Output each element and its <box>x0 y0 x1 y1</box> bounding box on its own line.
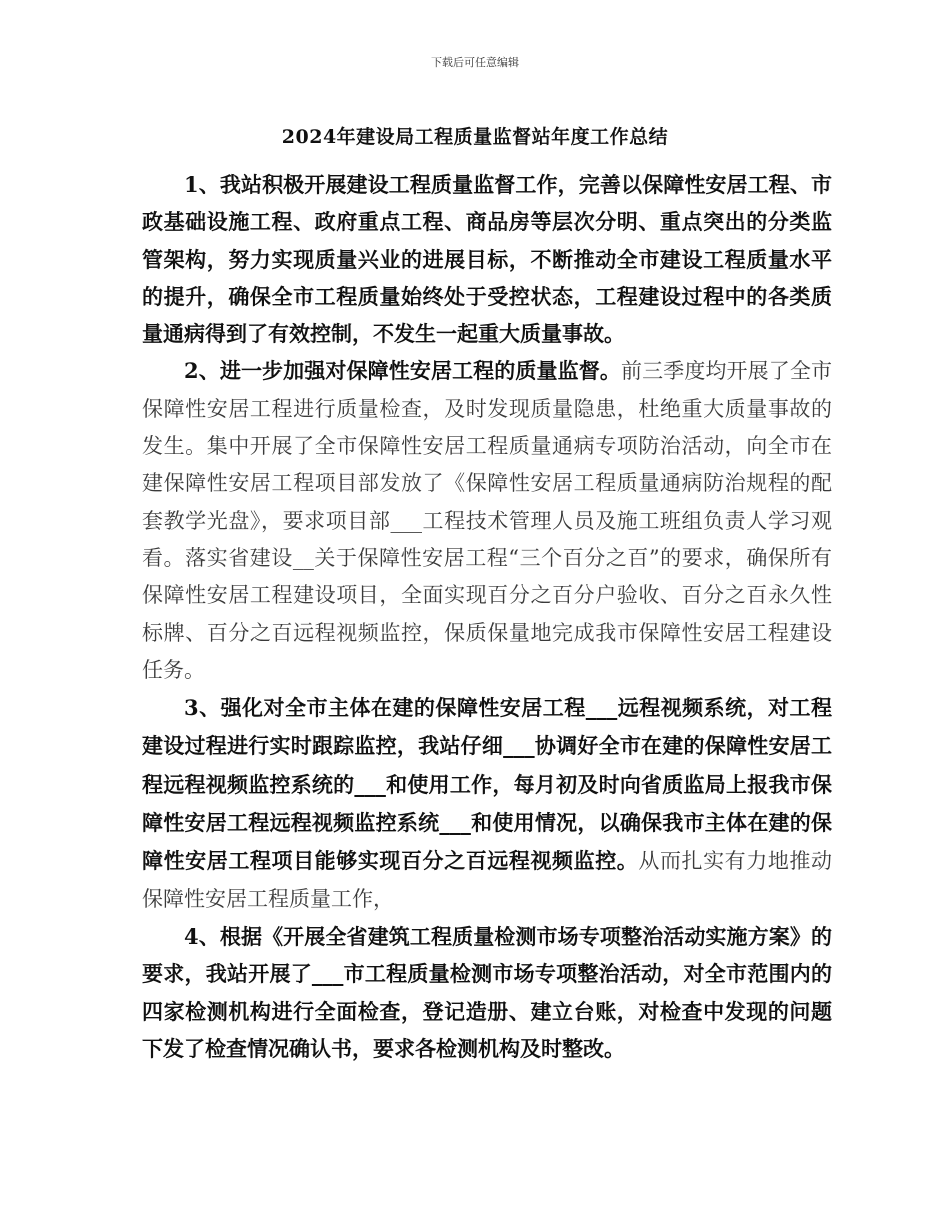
paragraph-2 <box>142 352 832 689</box>
paragraph-2-text: 前三季度均开展了全市保障性安居工程进行质量检查，及时发现质量隐患，杜绝重大质量事故的发生。集中开展了全市保障性安居工程质量通病专项防治活动，向全市在建保障性安居工程项目部发放了《保障性安居工程质量通病防治规程的配套教学光盘》，要求项目部___工程技术管理人员及施工班组负责人学习观看。落实省建设__关于保障性安居工程“三个百分之百”的要求，确保所有保障性安居工程建设项目，全面实现百分之百分户验收、百分之百永久性标牌、百分之百远程视频监控，保质保量地完成我市保障性安居工程建设任务。 <box>142 359 832 682</box>
paragraph-3-text: 从而扎实有力地推动保障性安居工程质量工作， <box>142 849 833 911</box>
document-title: 2024年建设局工程质量监督站年度工作总结 <box>281 126 669 148</box>
header-note: 下载后可任意编辑 <box>431 56 519 69</box>
paragraph-4: 4、根据《开展全省建筑工程质量检测市场专项整治活动实施方案》的要求，我站开展了___市工程质量检测市场专项整治活动，对全市范围内的四家检测机构进行全面检查，登记造册、建立台账，对检查中发现的问题下发了检查情况确认书，要求各检测机构及时整改。 <box>142 923 832 1061</box>
paragraph-2-lead: 2、进一步加强对保障性安居工程的质量监督。 <box>184 358 621 384</box>
paragraph-1: 1、我站积极开展建设工程质量监督工作，完善以保障性安居工程、市政基础设施工程、政府重点工程、商品房等层次分明、重点突出的分类监管架构，努力实现质量兴业的进展目标，不断推动全市建设工程质量水平的提升，确保全市工程质量始终处于受控状态，工程建设过程中的各类质量通病得到了有效控制，不发生一起重大质量事故。 <box>142 172 832 347</box>
document-body <box>142 166 832 1067</box>
paragraph-3 <box>142 689 832 918</box>
paragraph-3-lead: 3、强化对全市主体在建的保障性安居工程___远程视频系统，对工程建设过程进行实时跟踪监控，我站仔细___协调好全市在建的保障性安居工程远程视频监控系统的___和使用工作，每月初及时向省质监局上报我市保障性安居工程远程视频监控系统___和使用情况，以确保我市主体在建的保障性安居工程项目能够实现百分之百远程视频监控。 <box>142 695 832 874</box>
